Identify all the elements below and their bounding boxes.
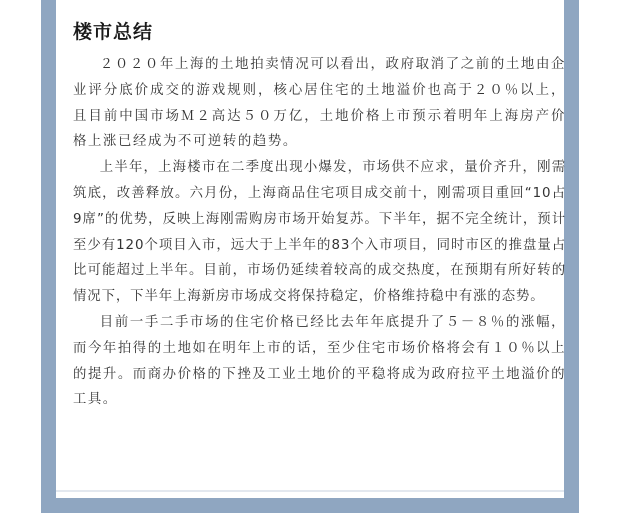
paragraph-land-auction: ２０２０年上海的土地拍卖情况可以看出，政府取消了之前的土地由企业评分底价成交的游戏规则，核心居住宅的土地溢价也高于２０％以上，且目前中国市场Ｍ２高达５０万亿，土地价格上市预示着明年上海房产价格上涨已经成为不可逆转的趋势。: [73, 57, 566, 150]
paragraph-price-outlook: 目前一手二手市场的住宅价格已经比去年年底提升了５－８％的涨幅，而今年拍得的土地如在明年上市的话，至少住宅市场价格将会有１０％以上的提升。而商办价格的下挫及工业土地价的平稳将成为政府拉平土地溢价的工具。: [73, 314, 566, 408]
article-frame: [41, 0, 579, 513]
section-title: 楼市总结: [73, 21, 154, 43]
article-content: [73, 18, 566, 413]
divider: [56, 490, 564, 492]
paragraph-market-first-half: 上半年，上海楼市在二季度出现小爆发，市场供不应求，量价齐升，刚需筑底，改善释放。六月份，上海商品住宅项目成交前十，刚需项目重回“10占9席”的优势，反映上海刚需购房市场开始复苏。下半年，据不完全统计，预计至少有120个项目入市，远大于上半年的83个入市项目，同时市区的推盘量占比可能超过上半年。目前，市场仍延续着较高的成交热度，在预期有所好转的情况下，下半年上海新房市场成交将保持稳定，价格维持稳中有涨的态势。: [73, 160, 566, 305]
